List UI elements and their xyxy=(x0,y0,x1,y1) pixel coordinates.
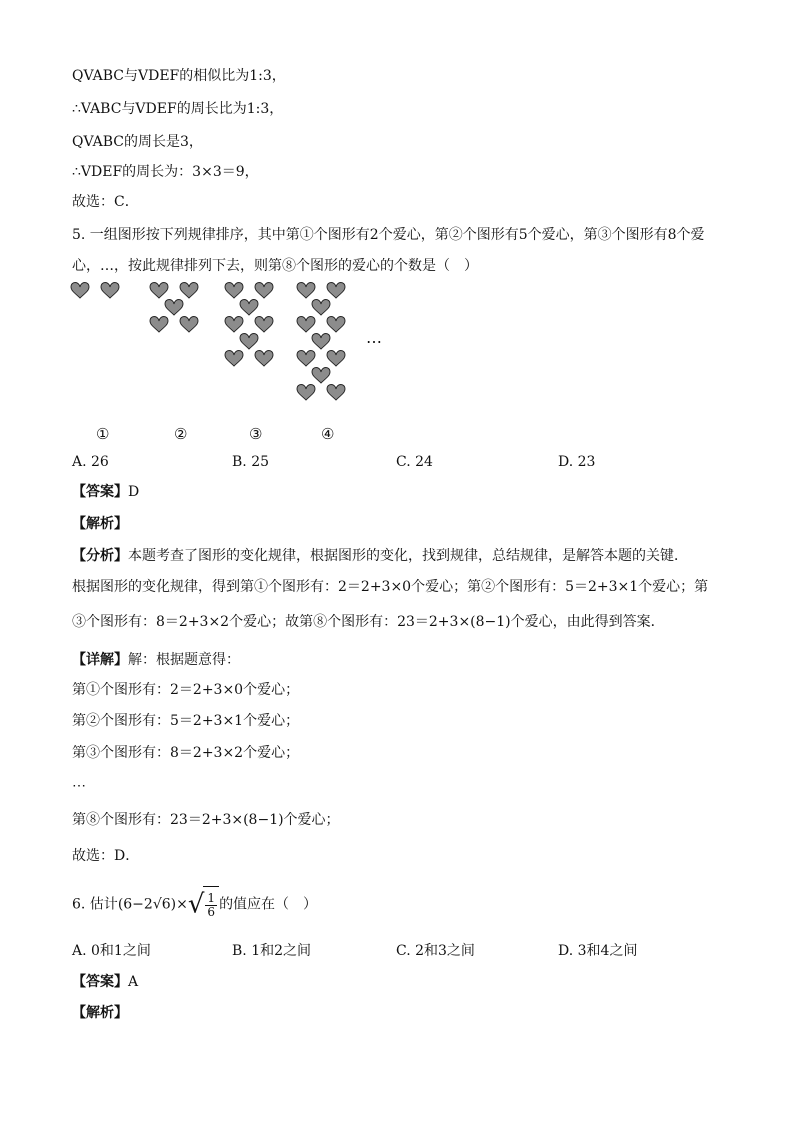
q6-option-a: A. 0和1之间 xyxy=(72,943,151,959)
q6-analysis-tag: 【解析】 xyxy=(72,1005,128,1021)
text-line-2: ∴VABC与VDEF的周长比为1:3， xyxy=(72,101,284,117)
heart-icon xyxy=(327,351,345,367)
q5-analysis-line-3: ③个图形有：8＝2+3×2个爱心；故第⑧个图形有：23＝2+3×(8−1)个爱心，由此得到答案． xyxy=(72,614,665,630)
q6-answer-tag: 【答案】 xyxy=(72,974,128,990)
figure-label-3: ③ xyxy=(249,425,263,443)
heart-icon xyxy=(297,351,315,367)
q6-option-d: D. 3和4之间 xyxy=(558,943,638,959)
question-5-stem-line-2: 心，…，按此规律排列下去，则第⑧个图形的爱心的个数是（ ） xyxy=(72,258,478,274)
heart-icon xyxy=(225,317,243,333)
q5-step-3: 第③个图形有：8＝2+3×2个爱心； xyxy=(72,745,300,761)
heart-icon xyxy=(312,334,330,350)
heart-icon xyxy=(180,317,198,333)
heart-icon xyxy=(240,334,258,350)
q5-choose: 故选：D． xyxy=(72,848,140,864)
heart-icon xyxy=(71,283,89,299)
q5-answer xyxy=(72,482,139,502)
figure-label-4: ④ xyxy=(321,425,335,443)
q6-option-b: B. 1和2之间 xyxy=(232,943,312,959)
q5-step-2: 第②个图形有：5＝2+3×1个爱心； xyxy=(72,713,300,729)
heart-icon xyxy=(255,351,273,367)
text-line-5: 故选：C． xyxy=(72,194,139,210)
heart-icon xyxy=(327,317,345,333)
heart-icon xyxy=(150,317,168,333)
q5-step-1: 第①个图形有：2＝2+3×0个爱心； xyxy=(72,682,300,698)
figure-label-1: ① xyxy=(96,425,110,443)
q5-option-a: A. 26 xyxy=(72,454,109,470)
figure-ellipsis: ⋯ xyxy=(366,332,384,351)
q5-fenxi xyxy=(72,546,688,566)
q5-option-b: B. 25 xyxy=(232,454,270,470)
q6-fraction xyxy=(205,892,217,919)
heart-icon xyxy=(255,317,273,333)
heart-icon xyxy=(165,300,183,316)
heart-icon xyxy=(225,283,243,299)
q6-sqrt-body xyxy=(203,886,219,923)
heart-icon xyxy=(255,283,273,299)
q5-analysis-tag: 【解析】 xyxy=(72,516,128,532)
heart-icon xyxy=(327,385,345,401)
q5-option-c: C. 24 xyxy=(396,454,433,470)
q5-detail xyxy=(72,650,240,670)
q6-option-c: C. 2和3之间 xyxy=(396,943,475,959)
text-line-3: QVABC的周长是3， xyxy=(72,134,203,150)
q6-answer xyxy=(72,972,138,992)
heart-icon xyxy=(297,385,315,401)
q5-fenxi-tag: 【分析】 xyxy=(72,548,128,564)
heart-icon xyxy=(101,283,119,299)
question-5-stem-line-1: 5. 一组图形按下列规律排序，其中第①个图形有2个爱心，第②个图形有5个爱心，第③个图形有8个爱 xyxy=(72,227,705,243)
heart-icon xyxy=(312,300,330,316)
q6-prefix: 6. 估计 xyxy=(72,896,118,913)
sqrt-icon: √ xyxy=(187,889,205,920)
heart-icon xyxy=(150,283,168,299)
q5-analysis-line-2: 根据图形的变化规律，得到第①个图形有：2＝2+3×0个爱心；第②个图形有：5＝2+3×1个爱心；第 xyxy=(72,579,709,595)
q5-detail-text: 解：根据题意得： xyxy=(128,652,240,668)
q6-fraction-denominator: 6 xyxy=(207,904,216,919)
q5-answer-value: D xyxy=(128,484,140,500)
q6-answer-value: A xyxy=(128,974,139,990)
q5-answer-tag: 【答案】 xyxy=(72,484,128,500)
q5-step-8: 第⑧个图形有：23＝2+3×(8−1)个爱心； xyxy=(72,812,340,828)
question-6-stem xyxy=(72,886,317,923)
heart-icon xyxy=(180,283,198,299)
figure-label-2: ② xyxy=(174,425,188,443)
text-line-1: QVABC与VDEF的相似比为1:3， xyxy=(72,68,286,84)
q5-option-d: D. 23 xyxy=(558,454,596,470)
q5-detail-tag: 【详解】 xyxy=(72,652,128,668)
heart-icon xyxy=(225,351,243,367)
q6-expression: (6−2√6)× xyxy=(117,896,188,913)
q5-fenxi-text: 本题考查了图形的变化规律，根据图形的变化，找到规律，总结规律，是解答本题的关键． xyxy=(128,548,688,564)
heart-icon xyxy=(240,300,258,316)
q5-step-ellipsis: ⋯ xyxy=(72,778,86,794)
heart-icon xyxy=(312,368,330,384)
heart-icon xyxy=(327,283,345,299)
q6-suffix: 的值应在（ ） xyxy=(219,896,318,913)
text-line-4: ∴VDEF的周长为：3×3＝9， xyxy=(72,164,259,180)
heart-icon xyxy=(297,317,315,333)
q6-fraction-numerator: 1 xyxy=(207,890,216,905)
heart-icon xyxy=(297,283,315,299)
